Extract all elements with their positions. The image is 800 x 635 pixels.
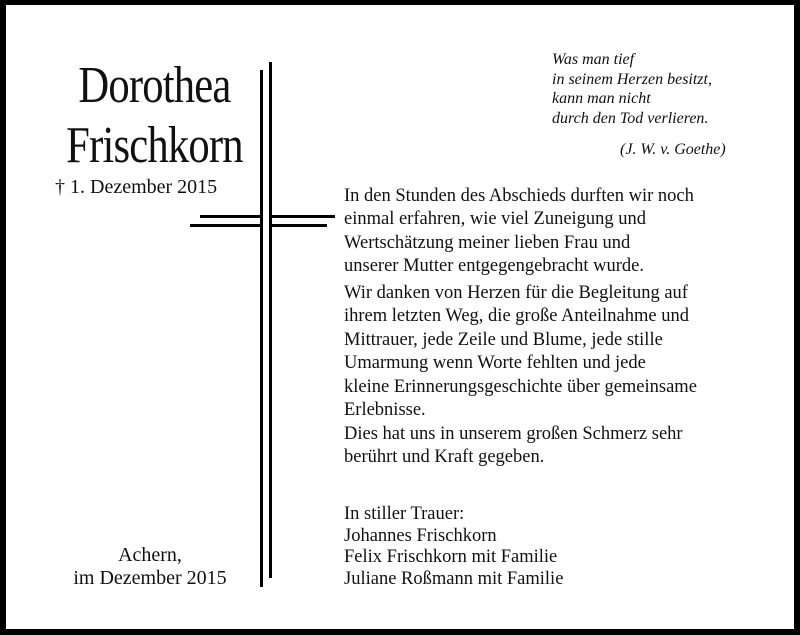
text-line: kleine Erinnerungsgeschichte über gemeinsame <box>344 376 697 397</box>
deceased-first-name: Dorothea <box>78 57 231 114</box>
quote-author: (J. W. v. Goethe) <box>620 141 726 158</box>
text-line: Umarmung wenn Worte fehlten und jede <box>344 353 646 374</box>
quote-line: durch den Tod verlieren. <box>552 109 709 127</box>
thanks-paragraph-1 <box>344 185 764 279</box>
mourners-heading: In stiller Trauer: <box>344 504 465 524</box>
goethe-quote <box>552 50 712 128</box>
death-date: † 1. Dezember 2015 <box>55 176 218 198</box>
text-line: Mittrauer, jede Zeile und Blume, jede stille <box>344 329 663 350</box>
quote-line: in seinem Herzen besitzt, <box>552 70 712 88</box>
mourners-list <box>344 504 563 590</box>
mourner-name: Johannes Frischkorn <box>344 525 497 546</box>
mourner-name: Felix Frischkorn mit Familie <box>344 547 558 567</box>
place-city: Achern, <box>118 544 182 566</box>
cross-horizontal-bottom-right <box>269 224 327 227</box>
text-line: Wertschätzung meiner lieben Frau und <box>344 232 631 253</box>
text-line: einmal erfahren, wie viel Zuneigung und <box>344 209 647 230</box>
text-line: In den Stunden des Abschieds durften wir noch <box>344 186 694 206</box>
text-line: Erlebnisse. <box>344 400 426 421</box>
place-date <box>55 544 245 590</box>
quote-line: Was man tief <box>552 51 635 68</box>
text-line: Wir danken von Herzen für die Begleitung auf <box>344 283 688 303</box>
deceased-last-name: Frischkorn <box>66 117 243 174</box>
mourner-name: Juliane Roßmann mit Familie <box>344 568 564 589</box>
text-line: unserer Mutter entgegengebracht wurde. <box>344 256 644 277</box>
cross-vertical-left <box>260 70 263 587</box>
text-line: ihrem letzten Weg, die große Anteilnahme und <box>344 306 689 327</box>
cross-horizontal-top-right <box>269 215 335 218</box>
cross-vertical-right <box>269 62 272 578</box>
cross-horizontal-top-left <box>200 215 263 218</box>
thanks-paragraph-2 <box>344 282 764 422</box>
cross-horizontal-bottom-left <box>190 224 263 227</box>
thanks-paragraph-3 <box>344 423 764 470</box>
place-month: im Dezember 2015 <box>73 567 227 589</box>
text-line: Dies hat uns in unserem großen Schmerz sehr <box>344 424 683 444</box>
text-line: berührt und Kraft gegeben. <box>344 447 545 468</box>
quote-line: kann man nicht <box>552 90 651 107</box>
